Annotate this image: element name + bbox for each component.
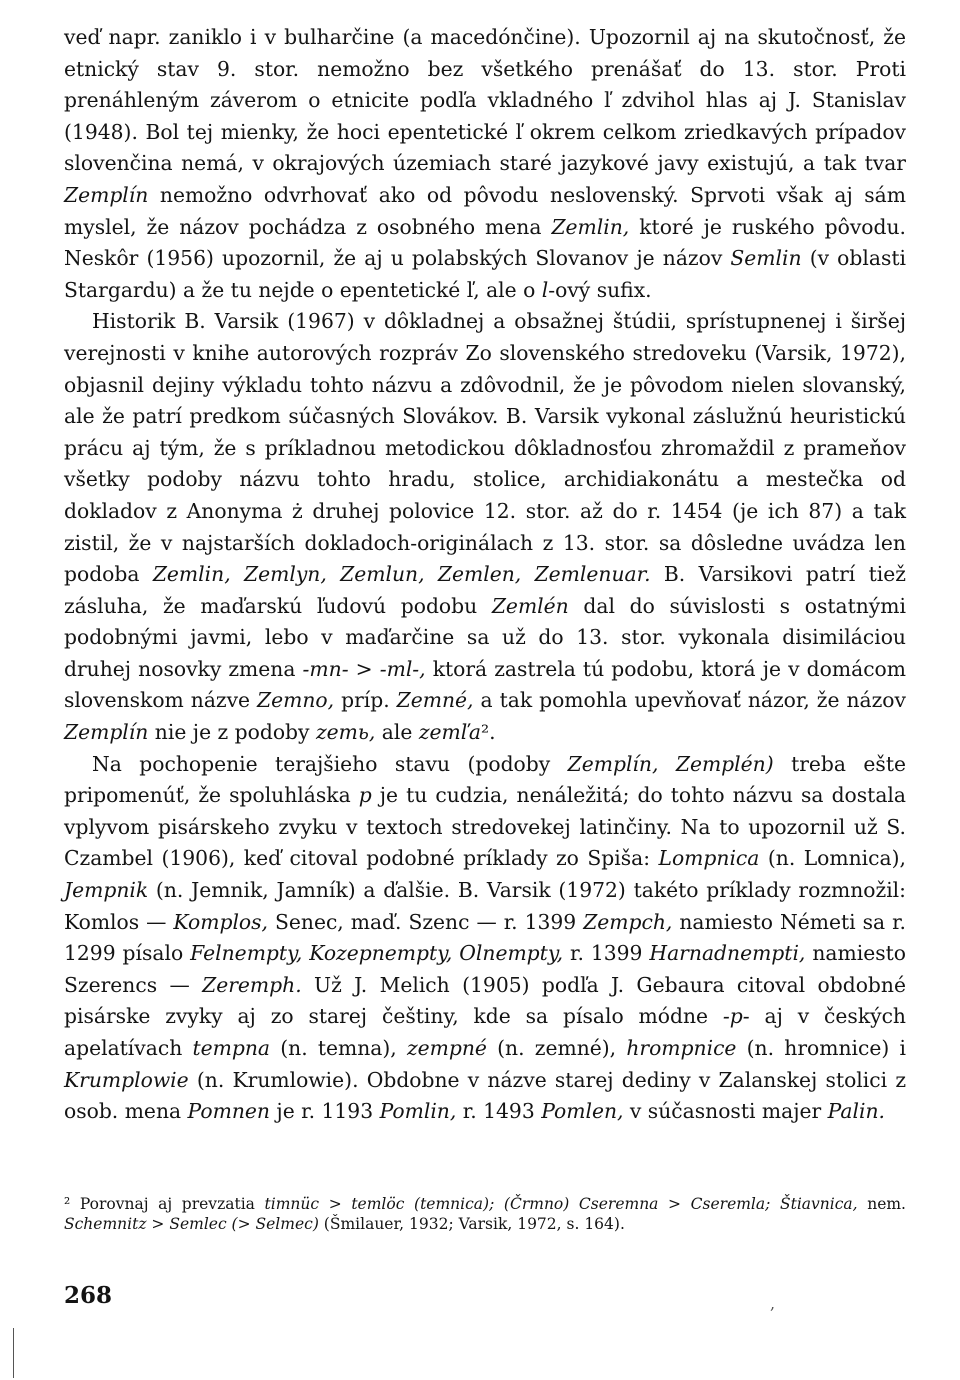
italic-run: zemь, [315,720,376,745]
italic-run: Palin. [827,1099,885,1124]
italic-run: zempné [406,1036,487,1060]
footnote [64,1194,906,1234]
margin-line [13,1328,14,1378]
text-run: B. Varsikovi patrí tiež zásluha, že maďarskú ľudovú podobu [64,562,906,618]
italic-run: p [358,783,372,808]
page-body [64,22,906,1128]
italic-run: tempna [192,1036,271,1060]
text-run: ale [375,720,419,745]
italic-run: timnüc > temlöc (temnica); (Črmno) Cseremna > Cseremla; Štiavnica, [264,1195,858,1213]
italic-run: Pomnen [187,1099,270,1124]
text-run: príp. [334,688,397,713]
italic-run: Zemno, [257,688,335,713]
text-run: ktoré je ruského pôvodu. Neskôr (1956) upozornil, že aj u polabských Slovanov je názov [64,214,906,271]
italic-run: Zemlén [491,593,569,618]
paragraph [64,749,906,1128]
text-run: ². [480,720,496,745]
text-run: -ový sufix. [548,277,652,302]
text-run: namiesto Németi sa r. 1299 písalo [64,909,906,966]
italic-run: Lompnica [658,846,760,871]
italic-run: l [541,277,549,302]
text-run: (n. Jemnik, Jamník) a ďalšie. B. Varsik (1972) takéto príklady rozmnožil: Komlos — [64,878,906,934]
italic-run: Zemplín, Zemplén) [567,751,774,776]
text-run: veď napr. zaniklo i v bulharčine (a macedónčine). Upozornil aj na skutočnosť, že etnický stav 9. stor. nemožno bez všetkého prenášať do 13. stor. Proti prenáhleným záverom o etnicite podľa vkladného ľ zdvihol hlas aj J. Stanislav (1948). Bol tej mienky, že hoci epentetické ľ okrem celkom zriedkavých prípadov slovenčina nemá, v okrajových územiach staré jazykové javy existujú, a tak tvar [64,25,906,176]
text-run: je tu cudzia, nenáležitá; do tohto názvu sa dostala vplyvom pisárskeho zvyku v textoch stredovekej latinčiny. Na to upozornil už S. Czambel (1906), keď citoval podobné príklady zo Spiša: [64,783,906,871]
text-run: dal do súvislosti s ostatnými podobnými javmi, lebo v maďarčine sa už do 13. stor. vykonala disimiláciou druhej nosovky zmena [64,593,906,681]
text-run: treba ešte pripomenúť, že spoluhláska [64,751,906,808]
italic-run: Zempch, [583,909,673,934]
paragraph [64,306,906,748]
body-text [64,22,906,1128]
text-run: > [348,656,380,681]
italic-run: Zemplín [64,182,149,207]
italic-run: Zemlin, Zemlyn, Zemlun, Zemlen, Zemlenuar. [152,562,651,587]
italic-run: Schemnitz > Semlec (> Selmec) [64,1215,319,1233]
italic-run: hrompnice [626,1036,737,1060]
italic-run: Krumplowie [64,1067,189,1092]
text-run: (n. hromnice) i [736,1036,906,1060]
text-run: aj v českých apelatívach [64,1004,906,1060]
text-run: (v oblasti Stargardu) a že tu nejde o epentetické ľ, ale o [64,246,906,302]
italic-run: Zemplín [64,720,149,745]
text-run: je r. 1193 [269,1099,380,1124]
text-run: nemožno odvrhovať ako od pôvodu neslovenský. Sprvoti však aj sám myslel, že názov pochádza z osobného mena [64,182,906,239]
italic-run: -ml-, [379,656,426,681]
text-run: Senec, maď. Szenc — r. 1399 [268,909,584,934]
italic-run: zemľa [418,720,481,745]
italic-run: Komplos, [173,909,268,934]
italic-run: Zemlin, [551,214,630,239]
text-run: ktorá zastrela tú podobu, ktorá je v domácom slovenskom názve [64,656,906,713]
text-run: r. 1399 [563,941,650,966]
italic-run: -mn- [302,656,349,681]
italic-run: -p- [722,1004,750,1029]
text-run: nem. [857,1195,906,1213]
margin-mark: , [770,1294,776,1313]
text-run: a tak pomohla upevňovať názor, že názov [473,688,906,713]
italic-run: Jempnik [64,878,149,903]
paragraph [64,22,906,306]
text-run: nie je z podoby [148,720,316,745]
text-run: (n. Krumlowie). Obdobne v názve starej dediny v Zalanskej stolici z osob. mena [64,1067,906,1124]
italic-run: Semlin [730,246,802,271]
text-run: (n. zemné), [486,1036,627,1060]
text-run: (n. Lomnica), [759,846,906,871]
page-number: 268 [64,1282,113,1309]
text-run: (n. temna), [270,1036,407,1060]
italic-run: Zeremph. [202,972,302,997]
text-run: Na pochopenie terajšieho stavu (podoby [92,751,568,776]
text-run: (Šmilauer, 1932; Varsik, 1972, s. 164). [318,1215,625,1233]
text-run: ² Porovnaj aj prevzatia [64,1195,265,1213]
text-run: Historik B. Varsik (1967) v dôkladnej a obsažnej štúdii, sprístupnenej i širšej verejnosti v knihe autorových rozpráv Zo slovenského stredoveku (Varsik, 1972), objasnil dejiny výkladu tohto názvu a zdôvodnil, že je pôvodom nielen slovanský, ale že patrí predkom súčasných Slovákov. B. Varsik vykonal záslužnú heuristickú prácu aj tým, že s príkladnou metodickou dôkladnosťou zhromaždil z prameňov všetky podoby názvu tohto hradu, stolice, archidiakonátu a mestečka od dokladov z Anonyma ż druhej polovice 12. stor. až do r. 1454 (je ich 87) a tak zistil, že v najstarších dokladoch-originálach z 13. stor. sa dôsledne uvádza len podoba [64,309,906,587]
italic-run: Harnadnempti, [649,941,806,966]
italic-run: Pomlin, [379,1099,457,1124]
italic-run: Felnempty, Kozepnempty, Olnempty, [190,941,564,966]
italic-run: Pomlen, [541,1099,624,1124]
text-run: Už J. Melich (1905) podľa J. Gebaura citoval obdobné pisárske zvyky aj zo starej češtiny, kde sa písalo módne [64,972,906,1029]
text-run: namiesto Szerencs — [64,941,906,997]
italic-run: Zemné, [396,688,474,713]
text-run: v súčasnosti majer [623,1099,828,1124]
text-run: r. 1493 [456,1099,542,1124]
